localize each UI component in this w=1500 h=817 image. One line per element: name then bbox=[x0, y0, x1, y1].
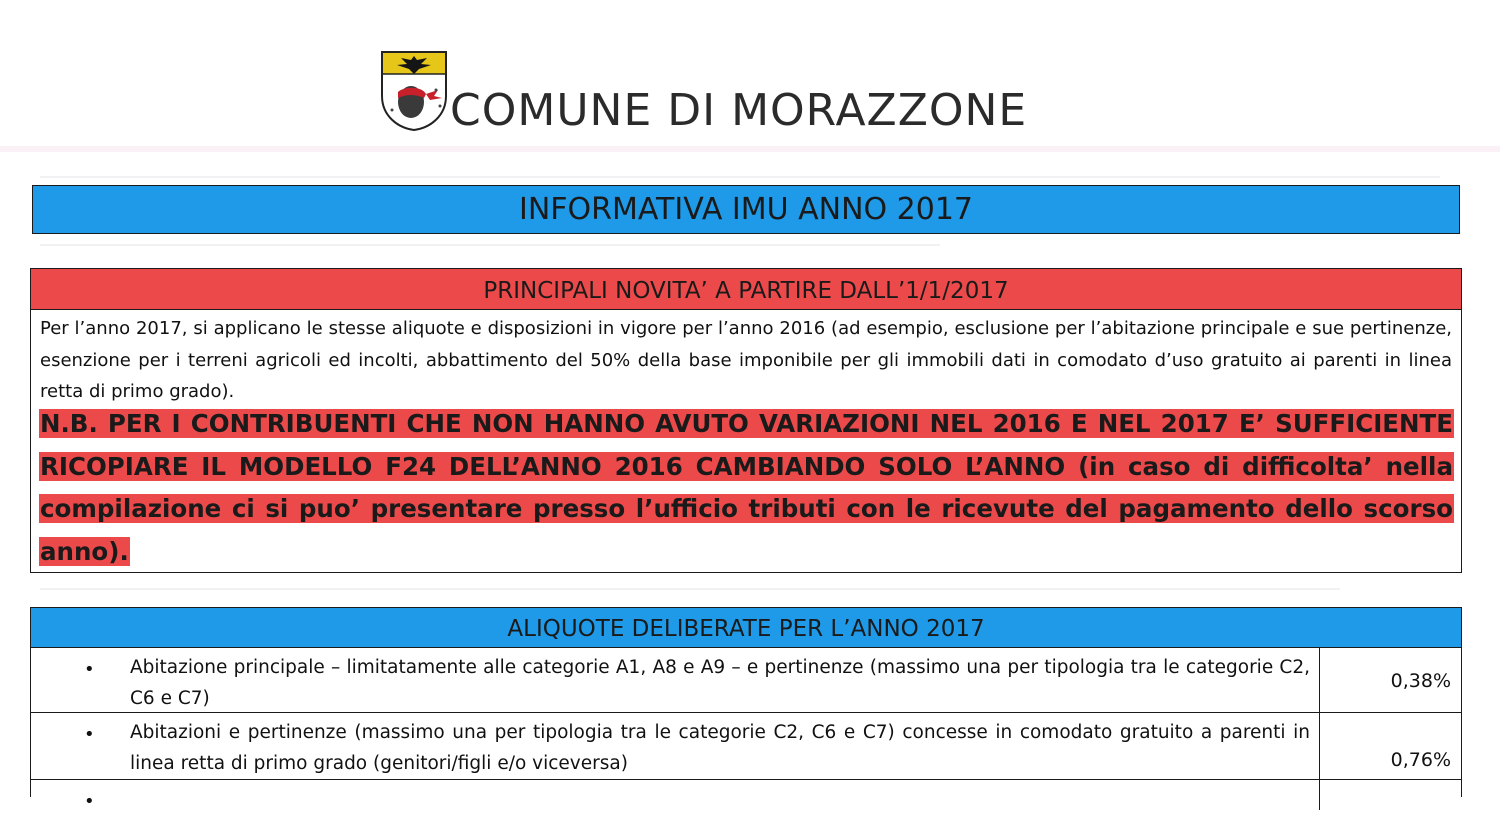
news-section bbox=[30, 268, 1462, 573]
rates-table bbox=[30, 607, 1462, 812]
rate-value: 0,38% bbox=[1390, 670, 1451, 692]
rate-description: Abitazioni e pertinenze (massimo una per tipologia tra le categorie C2, C6 e C7) concesse in comodato gratuito a parenti in linea retta di primo grado (genitori/figli e/o viceversa) bbox=[130, 722, 1310, 774]
nb-notice-text: N.B. PER I CONTRIBUENTI CHE NON HANNO AVUTO VARIAZIONI NEL 2016 E NEL 2017 E’ SUFFICIENTE RICOPIARE IL MODELLO F24 DELL’ANNO 2016 CAMBIANDO SOLO L’ANNO (in caso di difficolta’ nella compilazione ci si puo’ presentare presso l’ufficio tributi con le ricevute del pagamento dello scorso anno). bbox=[40, 409, 1453, 566]
nb-notice bbox=[39, 403, 1454, 573]
rate-row bbox=[31, 713, 1461, 780]
rate-description: Abitazione principale – limitatamente alle categorie A1, A8 e A9 – e pertinenze (massimo una per tipologia tra le categorie C2, C6 e C7) bbox=[130, 657, 1310, 709]
news-heading: PRINCIPALI NOVITA’ A PARTIRE DALL’1/1/2017 bbox=[31, 269, 1461, 310]
document-title: INFORMATIVA IMU ANNO 2017 bbox=[32, 185, 1460, 234]
news-body-text: Per l’anno 2017, si applicano le stesse aliquote e disposizioni in vigore per l’anno 2016 (ad esempio, esclusione per l’abitazione principale e sue pertinenze, esenzione per i terreni agricoli ed incolti, abbattimento del 50% della base imponibile per gli immobili dati in comodato d’uso gratuito ai parenti in linea retta di primo grado). bbox=[40, 318, 1452, 402]
rate-value: 0,76% bbox=[1390, 749, 1451, 771]
rates-heading: ALIQUOTE DELIBERATE PER L’ANNO 2017 bbox=[31, 608, 1461, 648]
bleed-through-line bbox=[40, 176, 1440, 178]
rate-row bbox=[31, 648, 1461, 713]
coat-of-arms-icon bbox=[380, 50, 448, 132]
town-name: COMUNE DI MORAZZONE bbox=[450, 85, 1028, 136]
bullet-icon: • bbox=[84, 724, 95, 745]
bleed-through-line bbox=[40, 244, 940, 246]
document-header bbox=[380, 48, 1140, 140]
bullet-icon: • bbox=[84, 659, 95, 680]
bleed-through-line bbox=[40, 588, 1340, 590]
bleed-through-band bbox=[0, 146, 1500, 152]
bullet-icon: • bbox=[84, 791, 95, 812]
